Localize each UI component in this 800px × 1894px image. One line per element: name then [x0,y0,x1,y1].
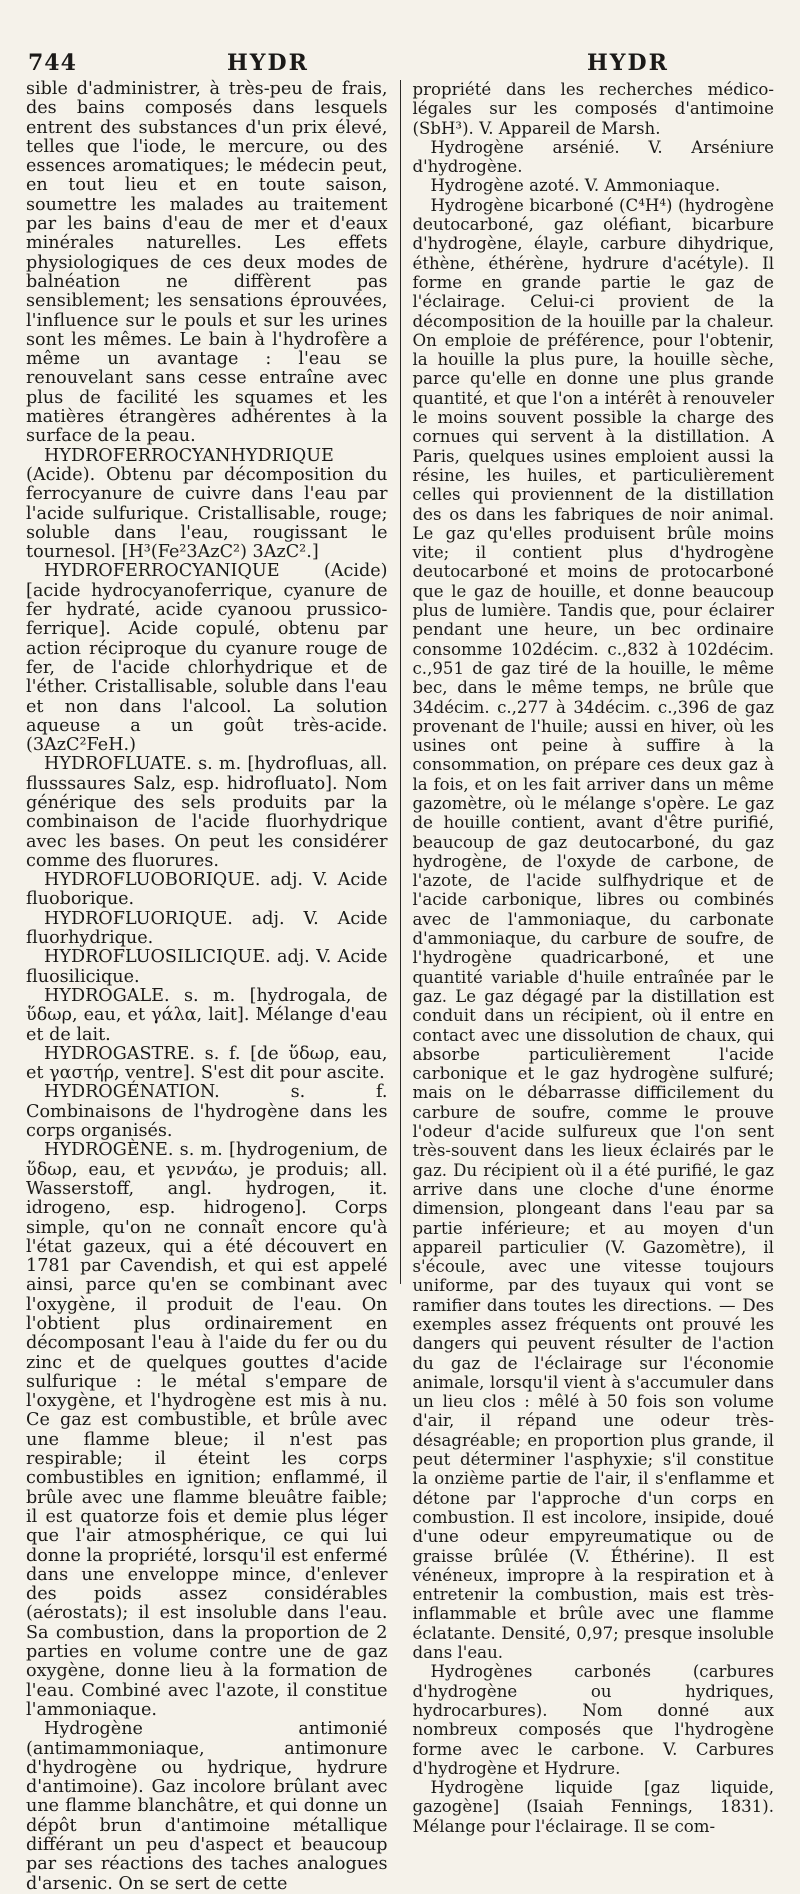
entry-hydrogene: HYDROGÈNE. s. m. [hydrogenium, de ὕδωρ, eau, et γεννάω, je produis; all. Wasserstoff, angl. hydrogen, it. idrogeno, esp. hidrogeno]. Corps simple, qu'on ne connaît encore qu'à l'état gazeux, qui a été découvert en 1781 par Cavendish, et qui est appelé ainsi, parce qu'en se combinant avec l'oxygène, il produit de l'eau. On l'obtient plus ordinairement en décomposant l'eau à l'aide du fer ou du zinc et de quelques gouttes d'acide sulfurique : le métal s'empare de l'oxygène, et l'hydrogène est mis à nu. Ce gaz est combustible, et brûle avec une flamme bleue; il n'est pas respirable; il éteint les corps combustibles en ignition; enflammé, il brûle avec une flamme bleuâtre faible; il est quatorze fois et demie plus léger que l'air atmosphérique, ce qui lui donne la propriété, lorsqu'il est enfermé dans une enveloppe mince, d'enlever des poids assez considérables (aérostats); il est insoluble dans l'eau. Sa combustion, dans la proportion de 2 parties en volume contre une de gaz oxygène, donne lieu à la formation de l'eau. Combiné avec l'azote, il constitue l'ammoniaque. [26,1140,388,1720]
paragraph: sible d'administrer, à très-peu de frais, des bains composés dans lesquels entrent des substances d'un prix élevé, telles que l'iode, le mercure, ou des essences aromatiques; le médecin peut, en tout lieu et en toute saison, soumettre les malades au traitement par les bains d'eau de mer et d'eaux minérales naturelles. Les effets physiologiques de ces deux modes de balnéation ne diffèrent pas sensiblement; les sensations éprouvées, l'influence sur le pouls et sur les urines sont les mêmes. Le bain à l'hydrofère a même un avantage : l'eau se renouvelant sans cesse entraîne avec plus de facilité les squames et les matières étrangères adhérentes à la surface de la peau. [26,79,388,447]
entry-hydrofluosilicique: HYDROFLUOSILICIQUE. adj. V. Acide fluosilicique. [26,947,388,987]
entry-hydroferrocyanique: HYDROFERROCYANIQUE (Acide) [acide hydrocyanoferrique, cyanure de fer hydraté, acide cyanoou prussico-ferrique]. Acide copulé, obtenu par action réciproque du cyanure rouge de fer, de l'acide chlorhydrique et de l'éther. Cristallisable, soluble dans l'eau et non dans l'alcool. La solution aqueuse a un goût très-acide. (3AzC²FeH.) [26,561,388,756]
subentry-hydrogene-azote: Hydrogène azoté. V. Ammoniaque. [430,176,721,196]
two-column-body [22,79,778,1894]
right-running-head: HYDR [587,50,669,76]
left-running-head: HYDR [227,50,309,76]
subentry-hydrogenes-carbones: Hydrogènes carbonés (carbures d'hydrogène ou hydriques, hydrocarbures). Nom donné aux nombreux composés que l'hydrogène forme avec le carbone. V. Carbures d'hydrogène et Hydrure. [412,1662,774,1778]
running-header [22,44,778,84]
subentry-hydrogene-arsenie: Hydrogène arsénié. V. Arséniure d'hydrogène. [412,137,774,177]
entry-hydrogale: HYDROGALE. s. m. [hydrogala, de ὕδωρ, eau, et γάλα, lait]. Mélange d'eau et de lait. [26,985,388,1045]
page-number: 744 [28,50,77,76]
entry-hydroferrocyanhydrique: HYDROFERROCYANHYDRIQUE (Acide). Obtenu par décomposition du ferrocyanure de cuivre dans l'eau par l'acide sulfurique. Cristallisable, rouge; soluble dans l'eau, rougissant le tournesol. [H³(Fe²3AzC²) 3AzC².] [26,445,388,563]
left-column [22,79,400,1894]
paragraph: propriété dans les recherches médico-légales sur les composés d'antimoine (SbH³). V. Appareil de Marsh. [412,80,774,138]
entry-hydrogastre: HYDROGASTRE. s. f. [de ὕδωρ, eau, et γαστήρ, ventre]. S'est dit pour ascite. [26,1043,388,1084]
entry-hydrogenation: HYDROGÉNATION. s. f. Combinaisons de l'hydrogène dans les corps organisés. [26,1082,388,1142]
right-column [401,80,779,1836]
subentry-hydrogene-liquide: Hydrogène liquide [gaz liquide, gazogène] (Isaiah Fennings, 1831). Mélange pour l'éclairage. Il se com- [412,1778,774,1836]
entry-hydrofluorique: HYDROFLUORIQUE. adj. V. Acide fluorhydrique. [26,908,388,949]
entry-hydrofluate: HYDROFLUATE. s. m. [hydrofluas, all. flusssaures Salz, esp. hidrofluato]. Nom générique des sels produits par la combinaison de l'acide fluorhydrique avec les bases. On peut les considérer comme des fluorures. [26,754,388,871]
entry-hydrofluoborique: HYDROFLUOBORIQUE. adj. V. Acide fluoborique. [26,870,388,910]
subentry-hydrogene-bicarbone: Hydrogène bicarboné (C⁴H⁴) (hydrogène deutocarboné, gaz oléfiant, bicarbure d'hydrogène, élayle, carbure dihydrique, éthène, éthérène, hydrure d'acétyle). Il forme en grande partie le gaz de l'éclairage. Celui-ci provient de la décomposition de la houille par la chaleur. On emploie de préférence, pour l'obtenir, la houille la plus pure, la houille sèche, parce qu'elle en donne une plus grande quantité, et que l'on a intérêt à renouveler le moins souvent possible la charge des cornues qui servent à la distillation. A Paris, quelques usines emploient aussi la résine, les huiles, et particulièrement celles qui proviennent de la distillation des os dans les fabriques de noir animal. Le gaz qu'elles produisent brûle moins vite; il contient plus d'hydrogène deutocarboné et moins de protocarboné que le gaz de houille, et donne beaucoup plus de lumière. Tandis que, pour éclairer pendant une heure, un bec ordinaire consomme 102décim. c.,832 à 102décim. c.,951 de gaz tiré de la houille, le même bec, dans le même temps, ne brûle que 34décim. c.,277 à 34décim. c.,396 de gaz provenant de l'huile; aussi en hiver, où les usines ont peine à suffire à la consommation, on prépare ces deux gaz à la fois, et on les fait arriver dans un même gazomètre, où le mélange s'opère. Le gaz de houille contient, avant d'être purifié, beaucoup de gaz deutocarboné, du gaz hydrogène, de l'oxyde de carbone, de l'azote, de l'acide sulfhydrique et de l'acide carbonique, libres ou combinés avec de l'ammoniaque, du carbonate d'ammoniaque, du carbure de soufre, de l'hydrogène quadricarboné, et une quantité variable d'huile entraînée par le gaz. Le gaz dégagé par la distillation est conduit dans un récipient, où il entre en contact avec une dissolution de chaux, qui absorbe particulièrement l'acide carbonique et le gaz hydrogène sulfuré; mais on le débarrasse difficilement du carbure de soufre, comme le prouve l'odeur d'acide sulfureux que l'on sent très-souvent dans les lieux éclairés par le gaz. Du récipient où il a été purifié, le gaz arrive dans une cloche d'une énorme dimension, plongeant dans l'eau par sa partie inférieure; et au moyen d'un appareil particulier (V. Gazomètre), il s'écoule, avec une vitesse toujours uniforme, par des tuyaux qui vont se ramifier dans toutes les directions. — Des exemples assez fréquents ont prouvé les dangers qui peuvent résulter de l'action du gaz de l'éclairage sur l'économie animale, lorsqu'il vient à s'accumuler dans un lieu clos : mêlé à 50 fois son volume d'air, il répand une odeur très-désagréable; en proportion plus grande, il peut déterminer l'asphyxie; s'il constitue la onzième partie de l'air, il s'enflamme et détone par l'approche d'un corps en combustion. Il est incolore, insipide, doué d'une odeur empyreumatique ou de graisse brûlée (V. Éthérine). Il est vénéneux, impropre à la respiration et à entretenir la combustion, mais est très-inflammable et brûle avec une flamme éclatante. Densité, 0,97; presque insoluble dans l'eau. [412,195,774,1663]
subentry-hydrogene-antimonie: Hydrogène antimonié (antimammoniaque, antimonure d'hydrogène ou hydrique, hydrure d'antimoine). Gaz incolore brûlant avec une flamme blanchâtre, et qui donne un dépôt brun d'antimoine métallique différant un peu d'aspect et beaucoup par ses réactions des taches analogues d'arsenic. On se sert de cette [26,1719,388,1894]
